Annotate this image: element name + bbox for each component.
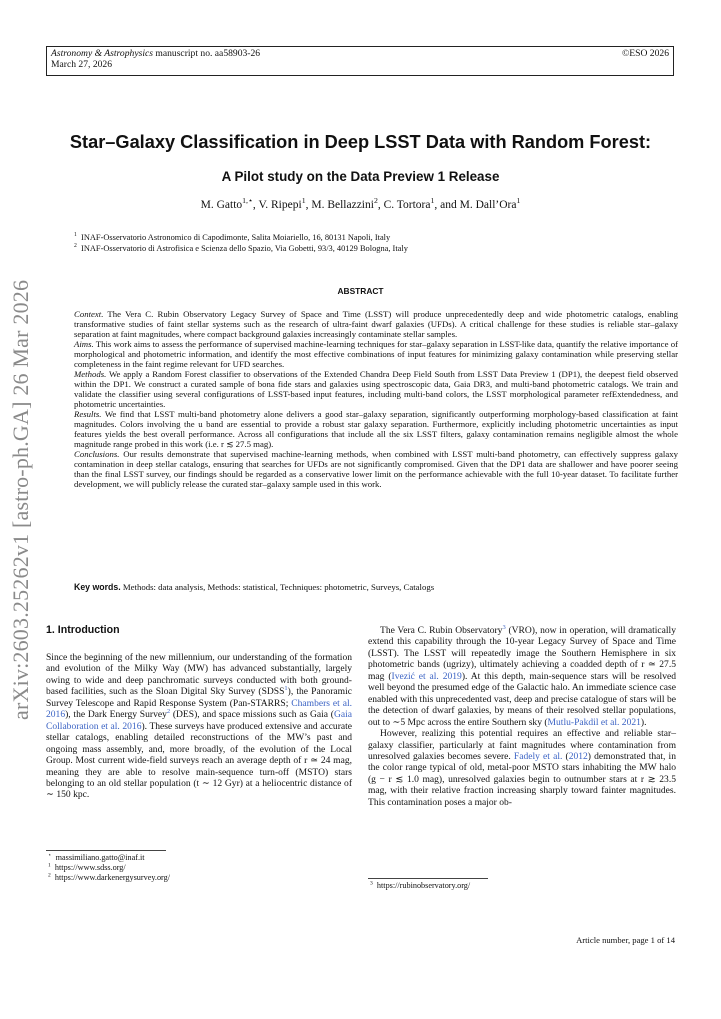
citation-link[interactable]: 2012 [568, 750, 588, 762]
footnote: $^2$ https://www.darkenergysurvey.org/ [48, 872, 170, 882]
abstract-aims: Aims. This work aims to assess the performance of supervised machine-learning techniques for star–galaxy separation in LSST-like data, quantify the relative importance of morphological and photometric information, and identify the most effective combinations of input features for minimizing galaxy contamination while preserving stellar completeness in the faint regime relevant for UFD searches. [74, 339, 678, 369]
journal-name: Astronomy & Astrophysics [51, 48, 153, 59]
footnote: ⋆ massimiliano.gatto@inaf.it [48, 852, 145, 862]
abstract-context: Context. The Vera C. Rubin Observatory Legacy Survey of Space and Time (LSST) will produce unprecedentedly deep and wide photometric catalogs, enabling transformative studies of faint stellar systems such as the research of ultra-faint dwarf galaxies (UFDs). A critical challenge for these studies is reliable star–galaxy separation at faint magnitudes, where compact background galaxies increasingly contaminate stellar samples. [74, 309, 678, 339]
paper-subtitle: A Pilot study on the Data Preview 1 Release [221, 169, 500, 184]
paragraph: The Vera C. Rubin Observatory$^3$ (VRO), now in operation, will dramatically extend this capability through the 10-year Legacy Survey of Space and Time (LSST). The LSST will repeatedly image the Southern Hemisphere in six photometric bands (ugrizy), ultimately achieving a coadded depth of r ≃ 27.5 mag (Ivezić et al. 2019). At this depth, main-sequence stars will be resolved well beyond the presumed edge of the Galactic halo. An immediate science case enabled with this unprecedented vast, deep and precise catalogue of stars will be the detection of dwarf galaxies, by means of their resolved stellar populations, out to ∼5 Mpc across the entire Southern sky (Mutlu-Pakdil et al. 2021). [368, 623, 676, 728]
citation-link[interactable]: Fadely et al. [513, 750, 563, 762]
abstract-results: Results. We find that LSST multi-band photometry alone delivers a good star–galaxy separation, significantly outperforming morphology-based classification at faint magnitudes. Colors involving the u band are essential to provide a robust star galaxy separation. Furthermore, explicitly including photometric uncertainties as input features yields the best overall performance. Across all configurations that include all the six LSST filters, galaxy contamination remains negligible almost the whole magnitude range probed in this work (i.e. r ≲ 27.5 mag). [74, 409, 678, 449]
paper-title: Star–Galaxy Classification in Deep LSST Data with Random Forest: [69, 132, 652, 152]
abstract-conclusions: Conclusions. Our results demonstrate that supervised machine-learning methods, when combined with LSST multi-band photometry, can effectively suppress galaxy contamination in deep stellar catalogs, ensuring that searches for UFDs are not significantly compromised. Given that the DP1 data are shallower and have poorer seeing than the final LSST survey, our findings should be regarded as a conservative lower limit on the performance achievable with the full 10-year dataset. To facilitate further development, we will publicly release the curated star–galaxy sample used in this work. [74, 449, 678, 489]
author: M. Bellazzini$^2$ [311, 196, 378, 211]
abstract [74, 309, 678, 489]
running-header [46, 46, 674, 76]
affiliation: $^1$ INAF-Osservatorio Astronomico di Capodimonte, Salita Moiariello, 16, 80131 Napoli, Italy [74, 232, 391, 242]
footnote-ref[interactable]: 3 [502, 623, 506, 631]
author: M. Dall’Ora$^1$ [459, 196, 521, 211]
footnote-ref[interactable]: 1 [284, 685, 288, 693]
paragraph: However, realizing this potential requires an effective and reliable star–galaxy classifier, particularly at faint magnitudes where contamination from unresolved galaxies becomes severe. Fadely et al. (2012) demonstrated that, in the color range typical of old, metal-poor MSTO stars inhabiting the MW halo (g − r ≲ 1.0 mag), unresolved galaxies begin to outnumber stars at r ≳ 23.5 mag, with their relative fraction increasing sharply toward fainter magnitudes. This contamination poses a major ob- [368, 728, 676, 808]
left-footnotes [46, 850, 352, 883]
page-number: Article number, page 1 of 14 [576, 935, 675, 945]
arxiv-stamp: arXiv:2603.25262v1 [astro-ph.GA] 26 Mar 2026 [8, 279, 33, 720]
citation-link[interactable]: Mutlu-Pakdil et al. 2021 [547, 716, 641, 728]
right-footnotes [368, 878, 676, 891]
left-column [46, 652, 352, 801]
manuscript-number: manuscript no. aa58903-26 [152, 48, 261, 59]
abstract-heading: ABSTRACT [337, 286, 384, 296]
footnote: $^3$ https://rubinobservatory.org/ [370, 880, 471, 890]
right-column [368, 625, 676, 808]
footnote-ref[interactable]: 2 [166, 708, 171, 716]
keywords: Key words. Methods: data analysis, Methods: statistical, Techniques: photometric, Surveys, Catalogs [74, 582, 435, 592]
affiliations [74, 233, 408, 254]
author: V. Ripepi$^1$ [258, 196, 306, 211]
copyright: ©ESO 2026 [622, 48, 669, 59]
footnote-rule [368, 878, 488, 879]
citation-link[interactable]: Chambers et al. 2016 [46, 697, 352, 721]
abstract-methods: Methods. We apply a Random Forest classifier to observations of the Extended Chandra Deep Field South from LSST Data Preview 1 (DP1), the deepest field observed within the DP1. We construct a curated sample of bona fide stars and galaxies using spectroscopic data, Gaia DR3, and multi-band photometric catalogs. We train and validate the classifier using several configurations of LSST-based input features, including multi-band colors, the LSST morphological parameter refExtendedness, and photometric uncertainties. [74, 369, 678, 409]
footnote-link[interactable]: https://www.sdss.org/ [54, 863, 126, 872]
author-list: M. Gatto$^{1,⋆}$, V. Ripepi$^1$, M. Bellazzini$^2$, C. Tortora$^1$, and M. Dall’Ora$^1$ [200, 196, 521, 211]
paragraph: Since the beginning of the new millennium, our understanding of the formation and evolution of the Milky Way (MW) has advanced substantially, largely owing to wide and deep panchromatic surveys conducted with both ground-based facilities, such as the Sloan Digital Sky Survey (SDSS$^1$), the Panoramic Survey Telescope and Rapid Response System (Pan-STARRS; Chambers et al. 2016), the Dark Energy Survey$^2$ (DES), and space missions such as Gaia (Gaia Collaboration et al. 2016). These surveys have produced extensive and accurate stellar catalogs, enabling detailed reconstructions of the MW’s past and ongoing mass assembly, and, more broadly, of the evolution of the Local Group. Most current wide-field surveys reach an average depth of r ≃ 24 mag, meaning they are able to resolve main-sequence turn-off (MSTO) stars belonging to an old stellar population (t ∼ 12 Gyr) at a heliocentric distance of ∼ 150 kpc. [46, 652, 353, 801]
section-heading: 1. Introduction [46, 624, 120, 636]
footnote: $^1$ https://www.sdss.org/ [48, 862, 126, 872]
footnote-link[interactable]: https://rubinobservatory.org/ [376, 881, 471, 890]
citation-link[interactable]: Ivezić et al. 2019 [391, 670, 462, 682]
footnote-rule [46, 850, 166, 851]
author: M. Gatto$^{1,⋆}$ [200, 196, 253, 211]
citation-link[interactable]: Gaia Collaboration et al. 2016 [46, 709, 352, 732]
author: C. Tortora$^1$ [383, 196, 435, 211]
affiliation: $^2$ INAF-Osservatorio di Astrofisica e Scienza dello Spazio, Via Gobetti, 93/3, 40129 Bologna, Italy [74, 242, 408, 253]
footnote-link[interactable]: https://www.darkenergysurvey.org/ [54, 873, 170, 882]
header-date: March 27, 2026 [51, 59, 113, 70]
